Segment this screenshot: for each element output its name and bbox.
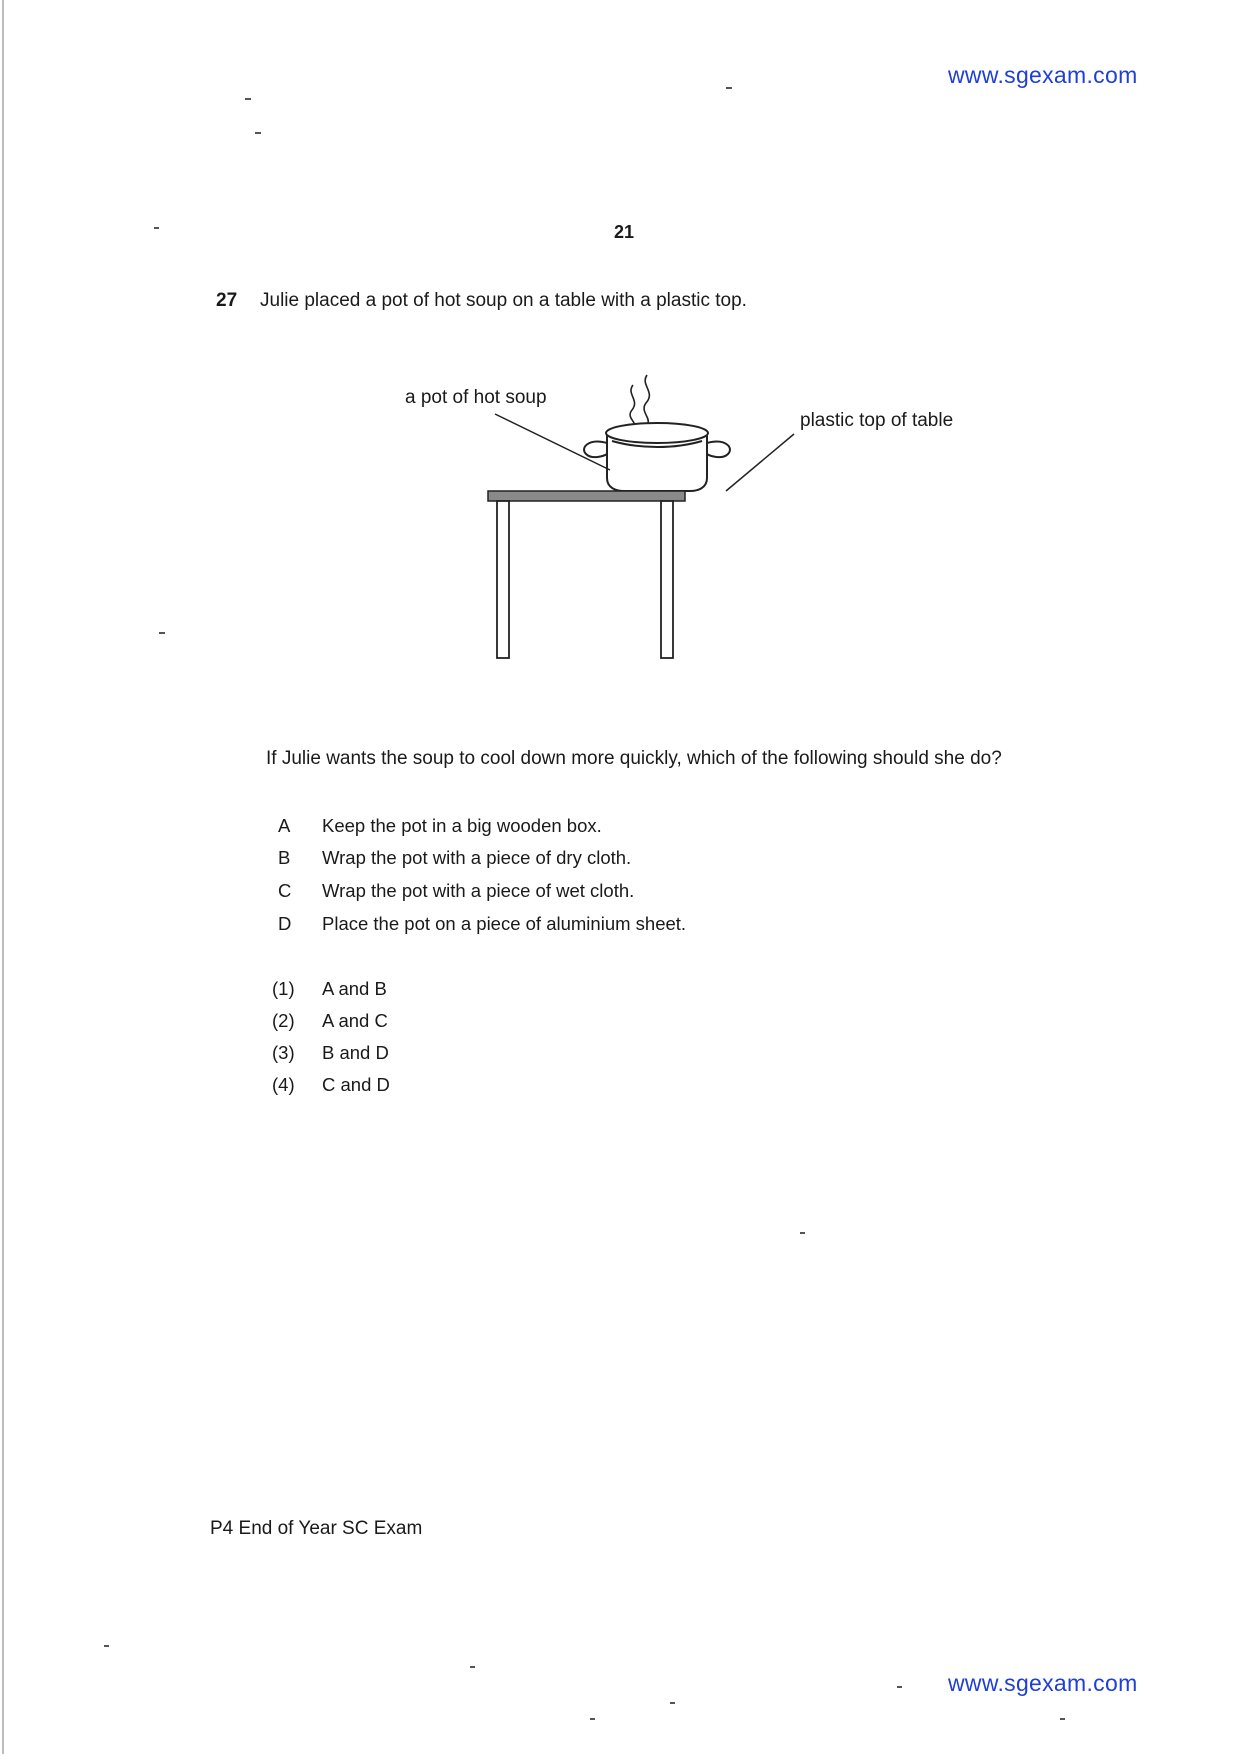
scan-speck: [590, 1718, 595, 1720]
scan-speck: [726, 87, 732, 89]
label-table: plastic top of table: [800, 410, 954, 431]
answer-number: (2): [272, 1010, 295, 1031]
answer-number: (4): [272, 1074, 295, 1095]
plastic-table-top: [488, 491, 685, 501]
scan-speck: [159, 632, 165, 634]
answer-choice-2: [272, 1010, 388, 1032]
answer-choice-4: [272, 1074, 390, 1096]
option-letter: D: [278, 913, 292, 934]
watermark-top: www.sgexam.com: [948, 62, 1138, 88]
option-letter: B: [278, 847, 291, 868]
question-stem: [216, 290, 747, 312]
table-leg-left: [497, 501, 509, 658]
footer-exam-title: P4 End of Year SC Exam: [210, 1518, 423, 1539]
scan-speck: [154, 227, 159, 229]
answer-choice-3: [272, 1042, 389, 1064]
scan-speck: [800, 1232, 805, 1234]
option-text: Keep the pot in a big wooden box.: [322, 815, 602, 836]
option-text: Wrap the pot with a piece of dry cloth.: [322, 847, 632, 868]
label-pot: a pot of hot soup: [405, 387, 547, 408]
option-a: [278, 815, 602, 837]
question-text: Julie placed a pot of hot soup on a table with a plastic top.: [260, 290, 747, 311]
question-prompt: If Julie wants the soup to cool down more quickly, which of the following should she do?: [266, 748, 1002, 769]
scan-speck: [245, 98, 251, 100]
answer-text: C and D: [322, 1074, 390, 1095]
option-letter: C: [278, 880, 292, 901]
scan-speck: [104, 1645, 109, 1647]
option-b: [278, 847, 631, 869]
pot-on-table-diagram: [400, 370, 1000, 690]
answer-number: (3): [272, 1042, 295, 1063]
pot-icon: [584, 423, 730, 491]
option-letter: A: [278, 815, 291, 836]
option-text: Wrap the pot with a piece of wet cloth.: [322, 880, 635, 901]
option-text: Place the pot on a piece of aluminium sheet.: [322, 913, 687, 934]
watermark-bottom: www.sgexam.com: [948, 1670, 1138, 1696]
leader-line-table: [726, 434, 794, 491]
option-c: [278, 880, 634, 902]
answer-choice-1: [272, 978, 387, 1000]
scan-speck: [470, 1666, 475, 1668]
answer-text: A and B: [322, 978, 387, 999]
answer-number: (1): [272, 978, 295, 999]
scan-edge-line: [2, 0, 4, 1754]
scan-speck: [1060, 1718, 1065, 1720]
scan-speck: [255, 132, 261, 134]
answer-text: B and D: [322, 1042, 389, 1063]
page-number: 21: [614, 222, 635, 242]
scan-speck: [897, 1686, 902, 1688]
option-d: [278, 913, 686, 935]
question-number: 27: [216, 290, 238, 311]
answer-text: A and C: [322, 1010, 388, 1031]
table-leg-right: [661, 501, 673, 658]
steam-icon: [630, 375, 649, 425]
scan-speck: [670, 1702, 675, 1704]
